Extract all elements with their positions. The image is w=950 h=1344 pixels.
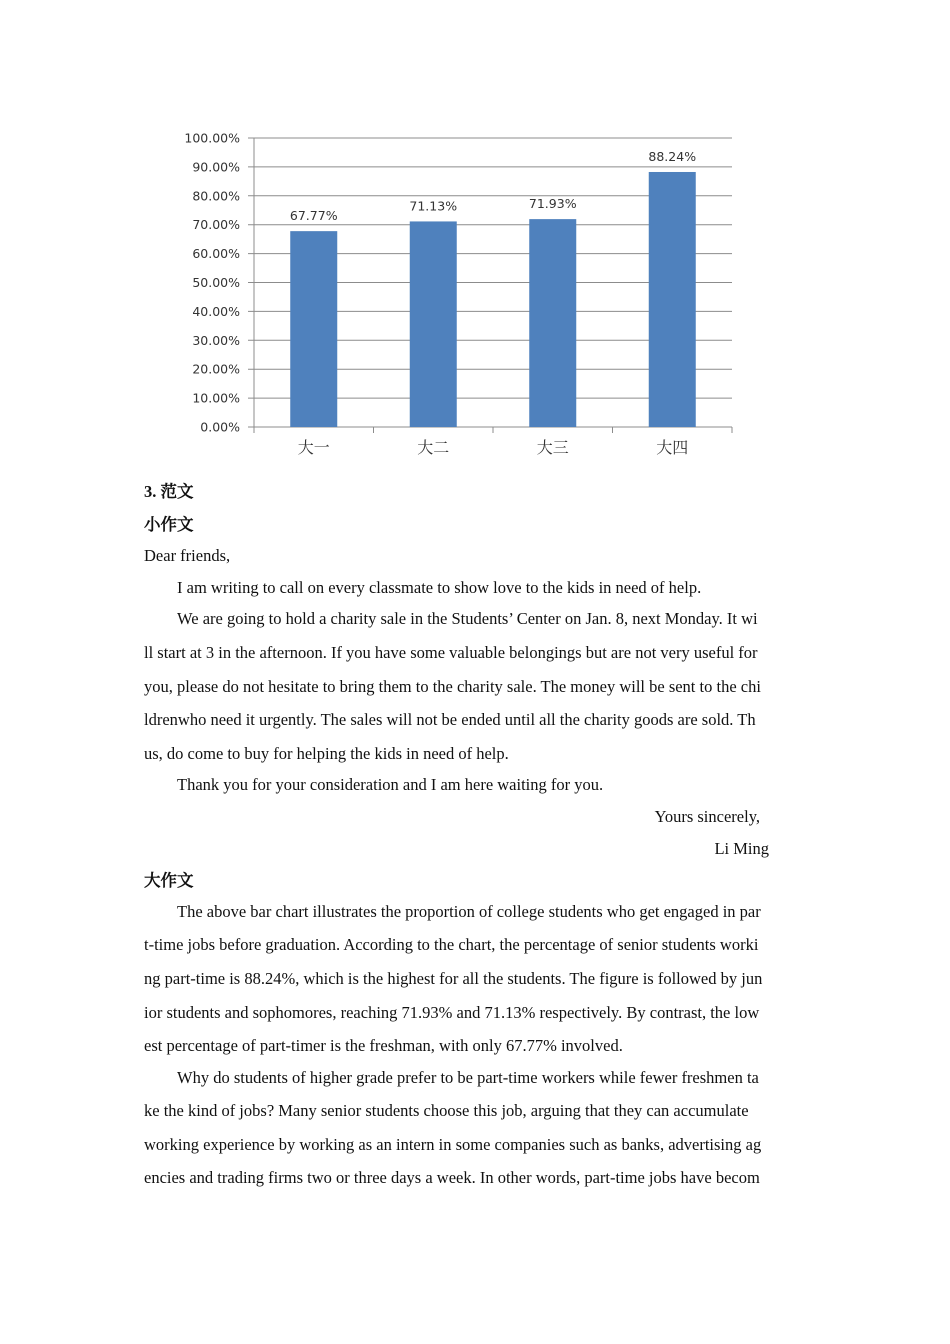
y-tick-label: 70.00% — [192, 217, 240, 233]
y-tick-label: 10.00% — [192, 390, 240, 406]
bar-data-labels — [290, 149, 696, 223]
small-essay-line: I am writing to call on every classmate to show love to the kids in need of help. — [177, 578, 702, 597]
big-essay-title: 大作文 — [144, 871, 194, 890]
bar-2 — [410, 221, 457, 427]
y-tick-label: 40.00% — [192, 303, 240, 319]
bar-data-label: 71.93% — [528, 196, 577, 212]
y-tick-label: 20.00% — [192, 361, 240, 377]
y-axis-tick-labels — [184, 131, 240, 435]
big-essay-line: encies and trading firms two or three days a week. In other words, part-time jobs have becom — [144, 1168, 760, 1187]
bar-chart — [170, 125, 750, 465]
big-essay-line: Why do students of higher grade prefer to be part-time workers while fewer freshmen ta — [177, 1068, 759, 1087]
x-category-label: 大一 — [297, 438, 330, 457]
big-essay-line: The above bar chart illustrates the proportion of college students who get engaged in par — [177, 902, 761, 921]
section-heading: 3. 范文 — [144, 482, 194, 501]
y-tick-label: 0.00% — [200, 419, 240, 435]
big-essay-line: working experience by working as an intern in some companies such as banks, advertising ag — [144, 1135, 762, 1154]
chart-bars — [290, 172, 696, 427]
signature: Li Ming — [714, 839, 769, 858]
salutation: Dear friends, — [144, 546, 231, 565]
bar-4 — [649, 172, 696, 427]
big-essay-line: t-time jobs before graduation. According to the chart, the percentage of senior students worki — [144, 935, 759, 954]
x-category-label: 大二 — [417, 438, 450, 457]
x-category-label: 大三 — [536, 438, 569, 457]
big-essay-line: ke the kind of jobs? Many senior students choose this job, arguing that they can accumulate — [144, 1101, 749, 1120]
y-tick-label: 60.00% — [192, 246, 240, 262]
big-essay-line: ior students and sophomores, reaching 71.93% and 71.13% respectively. By contrast, the low — [144, 1003, 760, 1022]
closing: Yours sincerely, — [654, 807, 760, 826]
bar-1 — [290, 231, 337, 427]
small-essay-line: ldrenwho need it urgently. The sales will not be ended until all the charity goods are sold. Th — [144, 710, 756, 729]
bar-data-label: 88.24% — [648, 148, 697, 164]
y-tick-label: 50.00% — [192, 275, 240, 290]
bar-data-label: 67.77% — [289, 208, 338, 224]
y-tick-label: 30.00% — [192, 332, 240, 348]
small-essay-title: 小作文 — [144, 515, 194, 534]
bar-3 — [529, 219, 576, 427]
y-tick-label: 90.00% — [192, 159, 240, 175]
small-essay-line: us, do come to buy for helping the kids in need of help. — [144, 744, 509, 763]
small-essay-line: you, please do not hesitate to bring them to the charity sale. The money will be sent to the chi — [144, 677, 761, 696]
bar-data-label: 71.13% — [409, 198, 458, 214]
big-essay-line: ng part-time is 88.24%, which is the highest for all the students. The figure is followed by jun — [144, 969, 763, 988]
small-essay-line: ll start at 3 in the afternoon. If you have some valuable belongings but are not very useful for — [144, 643, 758, 662]
small-essay-line: We are going to hold a charity sale in the Students’ Center on Jan. 8, next Monday. It wi — [177, 609, 758, 628]
x-axis-category-labels — [298, 438, 689, 457]
small-essay-line: Thank you for your consideration and I am here waiting for you. — [177, 775, 604, 794]
y-tick-label: 80.00% — [192, 188, 240, 204]
big-essay-line: est percentage of part-timer is the freshman, with only 67.77% involved. — [144, 1036, 623, 1055]
y-tick-label: 100.00% — [184, 130, 240, 146]
x-category-label: 大四 — [656, 438, 689, 457]
